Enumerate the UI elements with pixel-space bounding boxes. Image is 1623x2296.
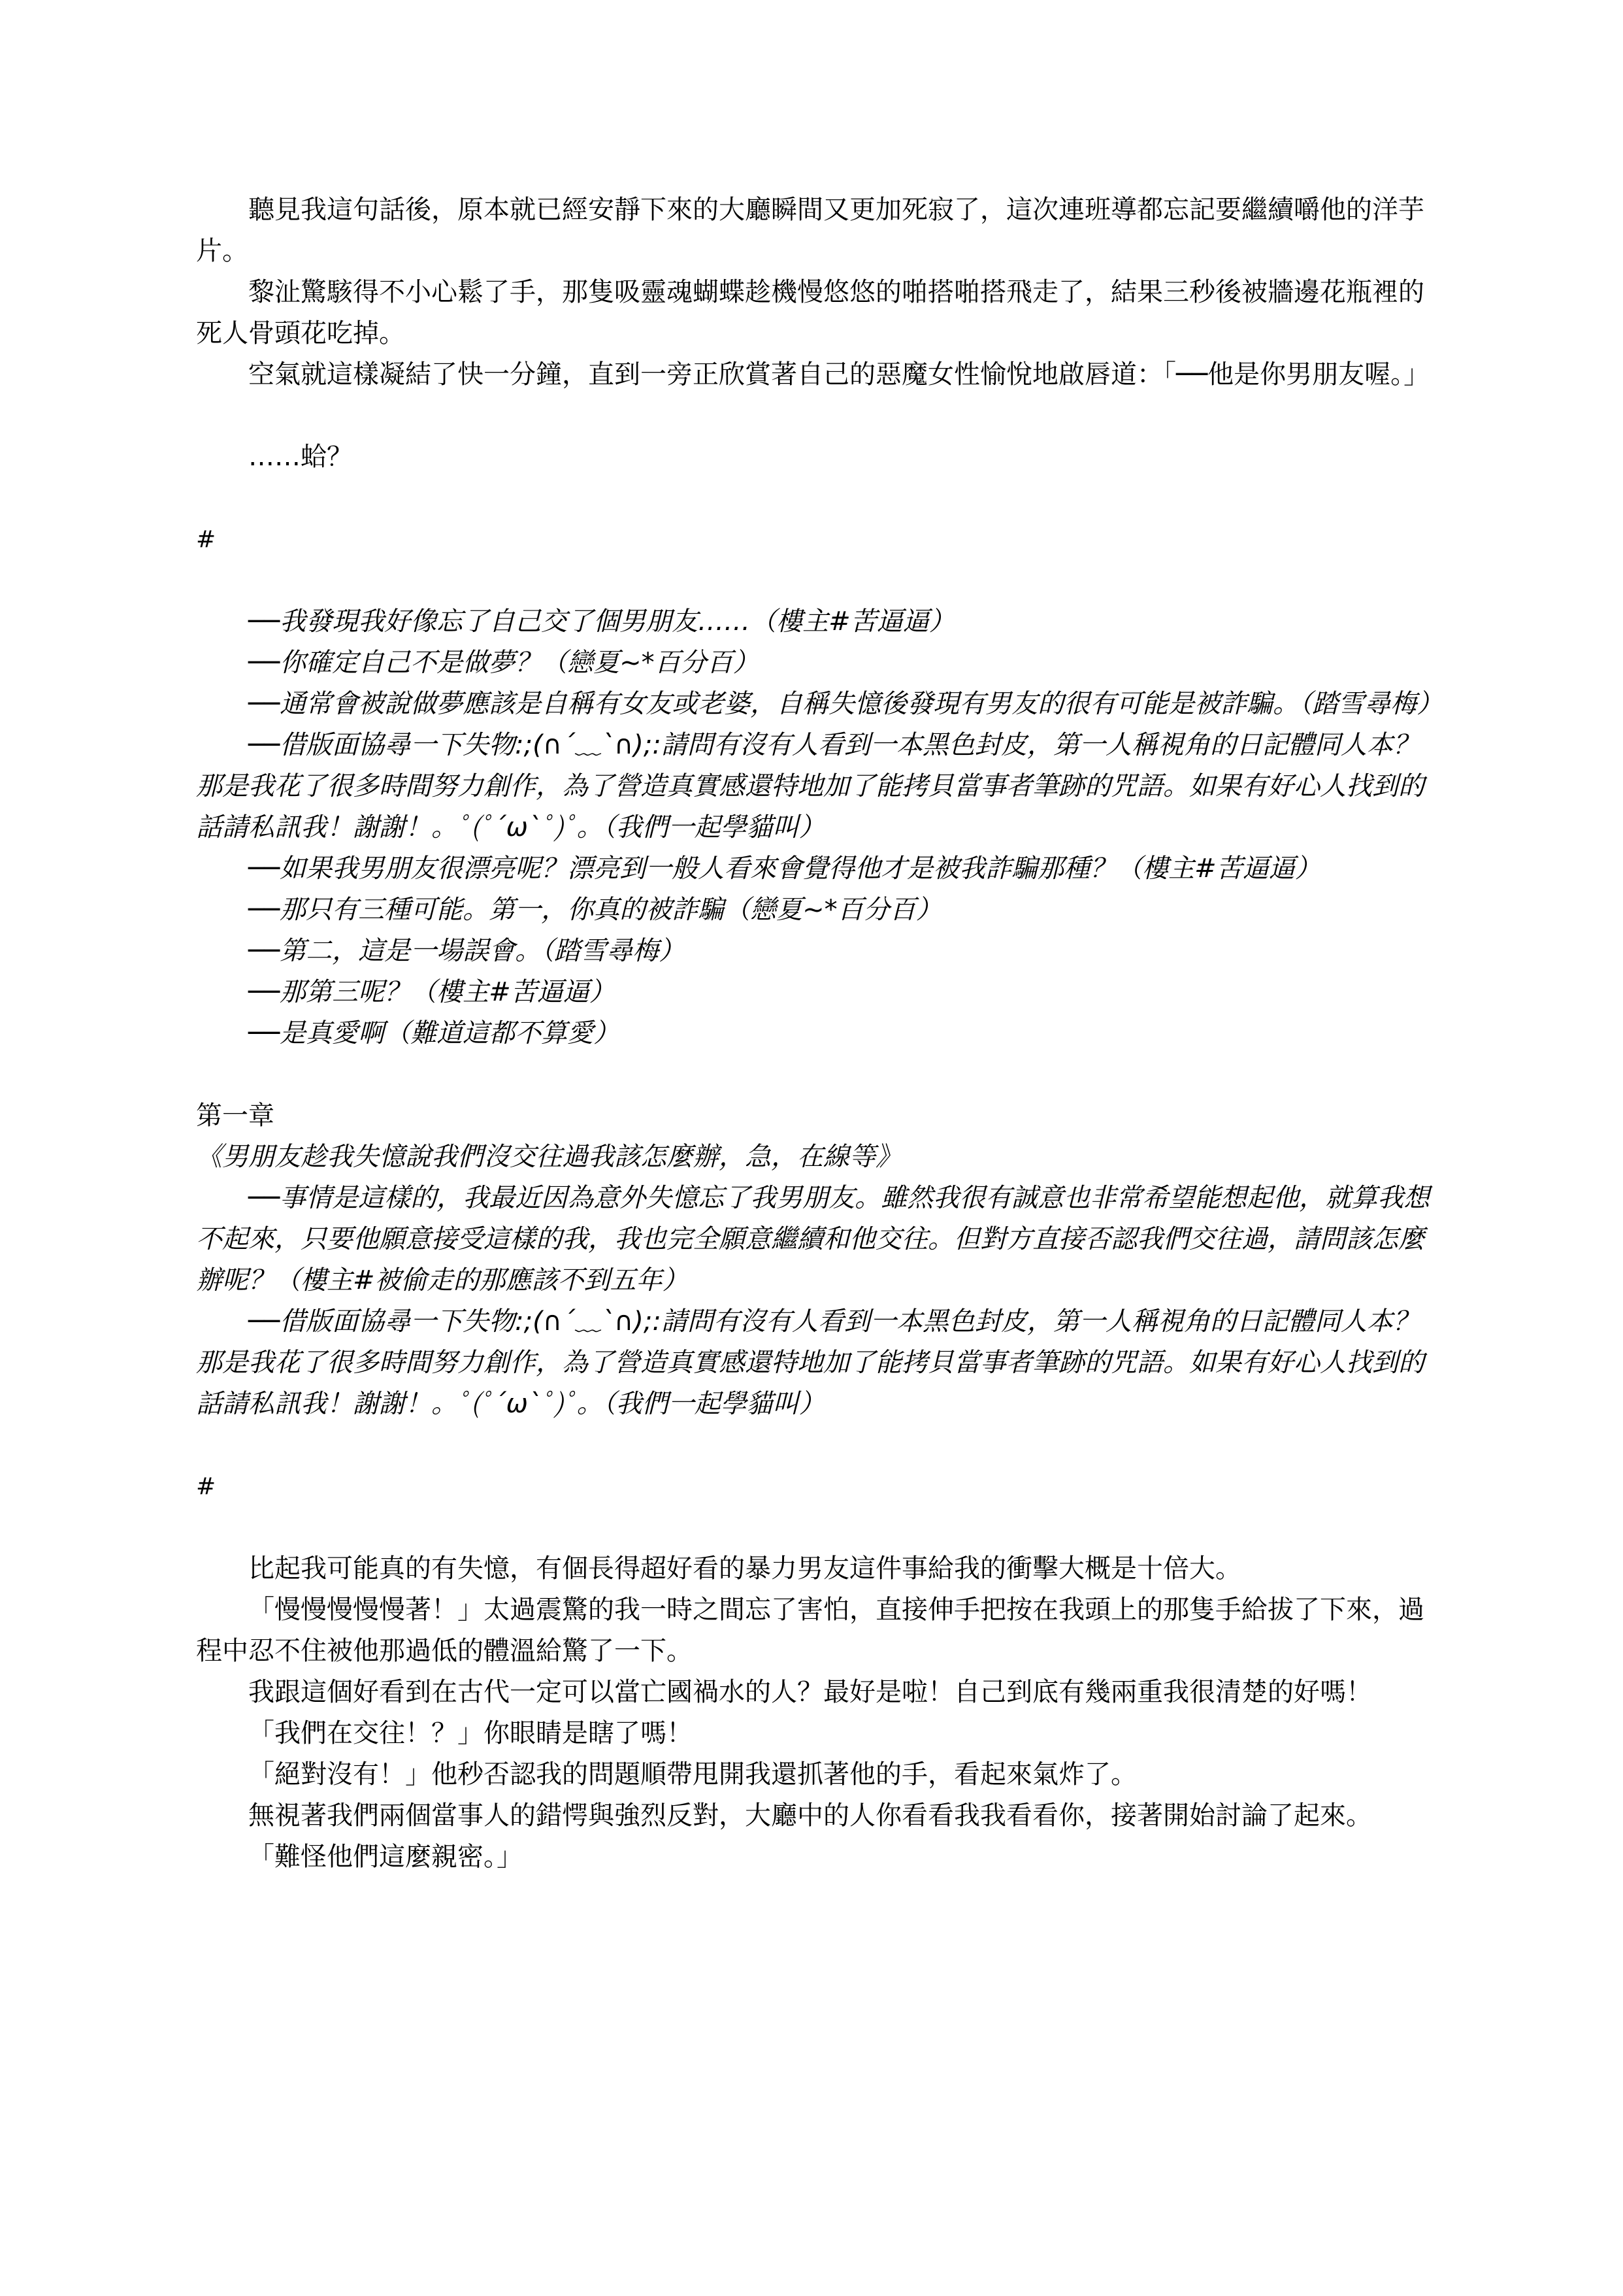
forum-post: ──借版面協尋一下失物:;(∩´﹏`∩);:請問有沒有人看到一本黑色封皮，第一人稱視角的日記體同人本？那是我花了很多時間努力創作，為了營造真實感還特地加了能拷貝當事者筆跡的咒語。如果有好心人找到的話請私訊我！謝謝！。ﾟ(ﾟ´ω`ﾟ)ﾟ。（我們一起學貓叫） bbox=[196, 1306, 1424, 1419]
forum-post: ──第二，這是一場誤會。（踏雪尋梅） bbox=[248, 936, 685, 966]
thread-title: 《男朋友趁我失憶說我們沒交往過我該怎麼辦，急，在線等》 bbox=[196, 1142, 902, 1172]
blank-line bbox=[196, 560, 1431, 601]
narrative-paragraph: 「我們在交往！？」你眼睛是瞎了嗎！ bbox=[248, 1718, 693, 1748]
narrative-paragraph: 「絕對沒有！」他秒否認我的問題順帶甩開我還抓著他的手，看起來氣炸了。 bbox=[248, 1759, 1137, 1789]
forum-post: ──借版面協尋一下失物:;(∩´﹏`∩);:請問有沒有人看到一本黑色封皮，第一人稱視角的日記體同人本？那是我花了很多時間努力創作，為了營造真實感還特地加了能拷貝當事者筆跡的咒語。如果有好心人找到的話請私訊我！謝謝！。ﾟ(ﾟ´ω`ﾟ)ﾟ。（我們一起學貓叫） bbox=[196, 730, 1424, 842]
narrative-paragraph: 比起我可能真的有失憶，有個長得超好看的暴力男友這件事給我的衝擊大概是十倍大。 bbox=[248, 1554, 1241, 1584]
forum-post: ──那只有三種可能。第一，你真的被詐騙（戀夏~*百分百） bbox=[248, 895, 942, 925]
blank-line bbox=[196, 1054, 1431, 1095]
section-separator: # bbox=[196, 526, 216, 553]
blank-line bbox=[196, 478, 1431, 519]
document-page bbox=[196, 190, 1443, 1878]
blank-line bbox=[196, 1425, 1431, 1466]
forum-post: ──事情是這樣的，我最近因為意外失憶忘了我男朋友。雖然我很有誠意也非常希望能想起他，就算我想不起來，只要他願意接受這樣的我，我也完全願意繼續和他交往。但對方直接否認我們交往過，請問該怎麼辦呢？（樓主#被偷走的那應該不到五年） bbox=[196, 1183, 1430, 1295]
narrative-paragraph: 黎沚驚駭得不小心鬆了手，那隻吸靈魂蝴蝶趁機慢悠悠的啪搭啪搭飛走了，結果三秒後被牆邊花瓶裡的死人骨頭花吃掉。 bbox=[196, 277, 1424, 348]
forum-post: ──那第三呢？（樓主#苦逼逼） bbox=[248, 977, 615, 1007]
forum-post: ──如果我男朋友很漂亮呢？漂亮到一般人看來會覺得他才是被我詐騙那種？（樓主#苦逼逼） bbox=[248, 854, 1321, 884]
narrative-paragraph: 「慢慢慢慢慢著！」太過震驚的我一時之間忘了害怕，直接伸手把按在我頭上的那隻手給拔了下來，過程中忍不住被他那過低的體溫給驚了一下。 bbox=[196, 1595, 1424, 1666]
narrative-paragraph: 聽見我這句話後，原本就已經安靜下來的大廳瞬間又更加死寂了，這次連班導都忘記要繼續嚼他的洋芋片。 bbox=[196, 195, 1424, 266]
narrative-paragraph: 無視著我們兩個當事人的錯愕與強烈反對，大廳中的人你看看我我看看你，接著開始討論了起來。 bbox=[248, 1801, 1372, 1831]
forum-post: ──你確定自己不是做夢？（戀夏~*百分百） bbox=[248, 648, 759, 678]
blank-line bbox=[196, 395, 1431, 437]
section-separator: # bbox=[196, 1473, 216, 1500]
forum-post: ──我發現我好像忘了自己交了個男朋友……（樓主#苦逼逼） bbox=[248, 607, 955, 637]
narrative-paragraph: 空氣就這樣凝結了快一分鐘，直到一旁正欣賞著自己的惡魔女性愉悅地啟唇道：「──他是你男朋友喔。」 bbox=[248, 359, 1430, 390]
blank-line bbox=[196, 1507, 1431, 1548]
chapter-heading: 第一章 bbox=[196, 1101, 274, 1131]
narrative-paragraph: 我跟這個好看到在古代一定可以當亡國禍水的人？最好是啦！自己到底有幾兩重我很清楚的好嗎！ bbox=[248, 1677, 1372, 1707]
forum-post: ──通常會被說做夢應該是自稱有女友或老婆，自稱失憶後發現有男友的很有可能是被詐騙。（踏雪尋梅） bbox=[248, 689, 1443, 719]
narrative-paragraph: 「難怪他們這麼親密。」 bbox=[248, 1842, 523, 1872]
forum-post: ──是真愛啊（難道這都不算愛） bbox=[248, 1018, 620, 1048]
narrative-reply: ……蛤？ bbox=[248, 442, 353, 472]
